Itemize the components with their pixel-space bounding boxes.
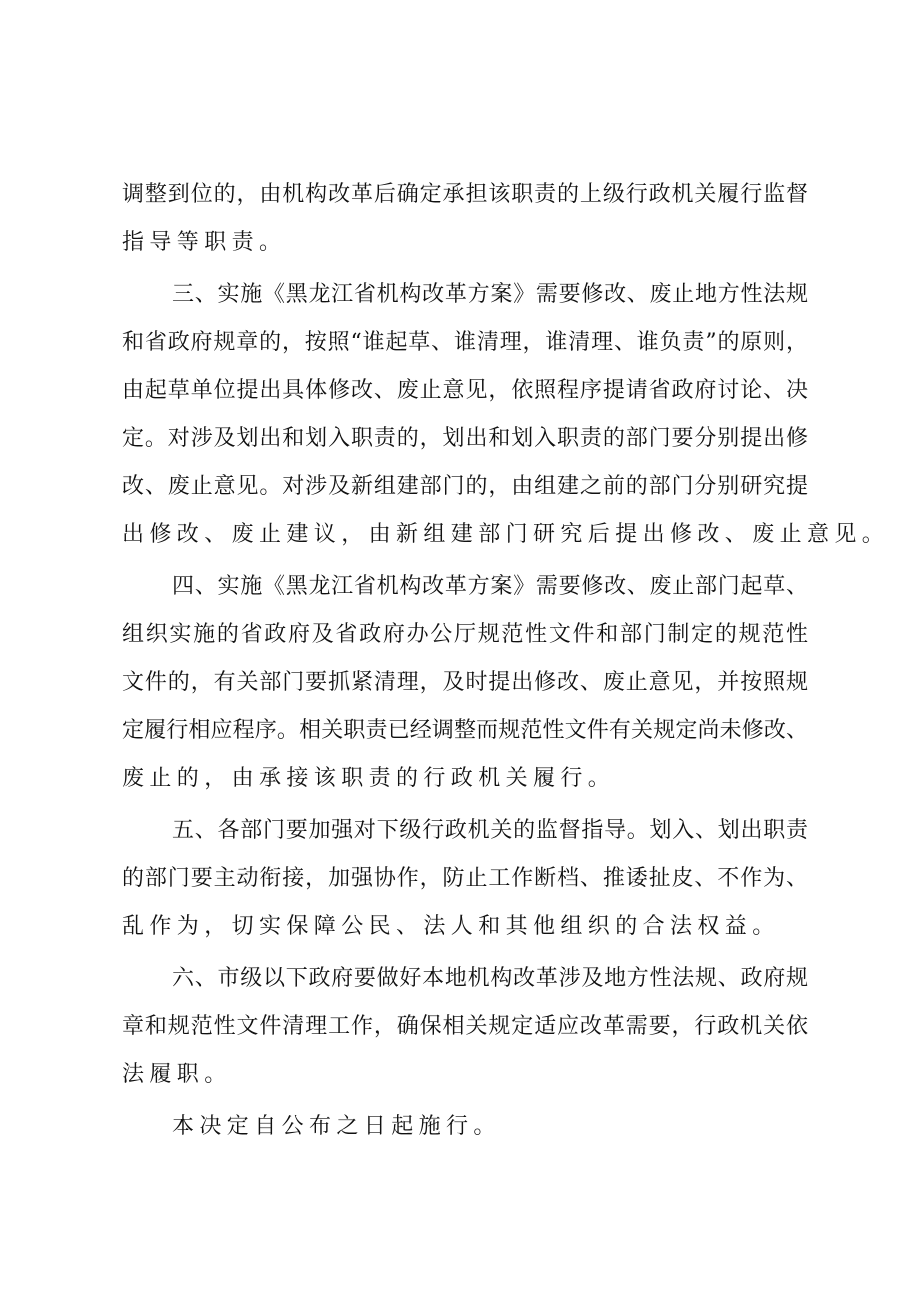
paragraph-line: 本决定自公布之日起施行。 xyxy=(172,1114,501,1139)
paragraph-line: 废止的，由承接该职责的行政机关履行。 xyxy=(122,766,616,791)
paragraph-line: 三、实施《黑龙江省机构改革方案》需要修改、废止地方性法规 xyxy=(172,282,808,307)
paragraph-line: 五、各部门要加强对下级行政机关的监督指导。划入、划出职责 xyxy=(172,818,808,843)
paragraph-line: 的部门要主动衔接，加强协作，防止工作断档、推诿扯皮、不作为、 xyxy=(122,866,808,891)
paragraph-line: 四、实施《黑龙江省机构改革方案》需要修改、废止部门起草、 xyxy=(172,574,808,599)
paragraph-line: 由起草单位提出具体修改、废止意见，依照程序提请省政府讨论、决 xyxy=(122,378,808,403)
paragraph-line: 法履职。 xyxy=(122,1062,232,1087)
paragraph-line: 文件的，有关部门要抓紧清理，及时提出修改、废止意见，并按照规 xyxy=(122,670,808,695)
paragraph-line: 出修改、废止建议，由新组建部门研究后提出修改、废止意见。 xyxy=(122,522,890,547)
paragraph-line: 六、市级以下政府要做好本地机构改革涉及地方性法规、政府规 xyxy=(172,966,808,991)
paragraph-line: 调整到位的，由机构改革后确定承担该职责的上级行政机关履行监督 xyxy=(122,182,808,207)
paragraph-line: 组织实施的省政府及省政府办公厅规范性文件和部门制定的规范性 xyxy=(122,622,808,647)
paragraph-line: 定履行相应程序。相关职责已经调整而规范性文件有关规定尚未修改、 xyxy=(122,718,808,743)
paragraph-line: 指导等职责。 xyxy=(122,230,287,255)
paragraph-line: 改、废止意见。对涉及新组建部门的，由组建之前的部门分别研究提 xyxy=(122,474,808,499)
paragraph-line: 和省政府规章的，按照“谁起草、谁清理，谁清理、谁负责”的原则， xyxy=(122,330,808,355)
paragraph-line: 章和规范性文件清理工作，确保相关规定适应改革需要，行政机关依 xyxy=(122,1014,808,1039)
paragraph-line: 乱作为，切实保障公民、法人和其他组织的合法权益。 xyxy=(122,914,780,939)
paragraph-line: 定。对涉及划出和划入职责的，划出和划入职责的部门要分别提出修 xyxy=(122,426,808,451)
